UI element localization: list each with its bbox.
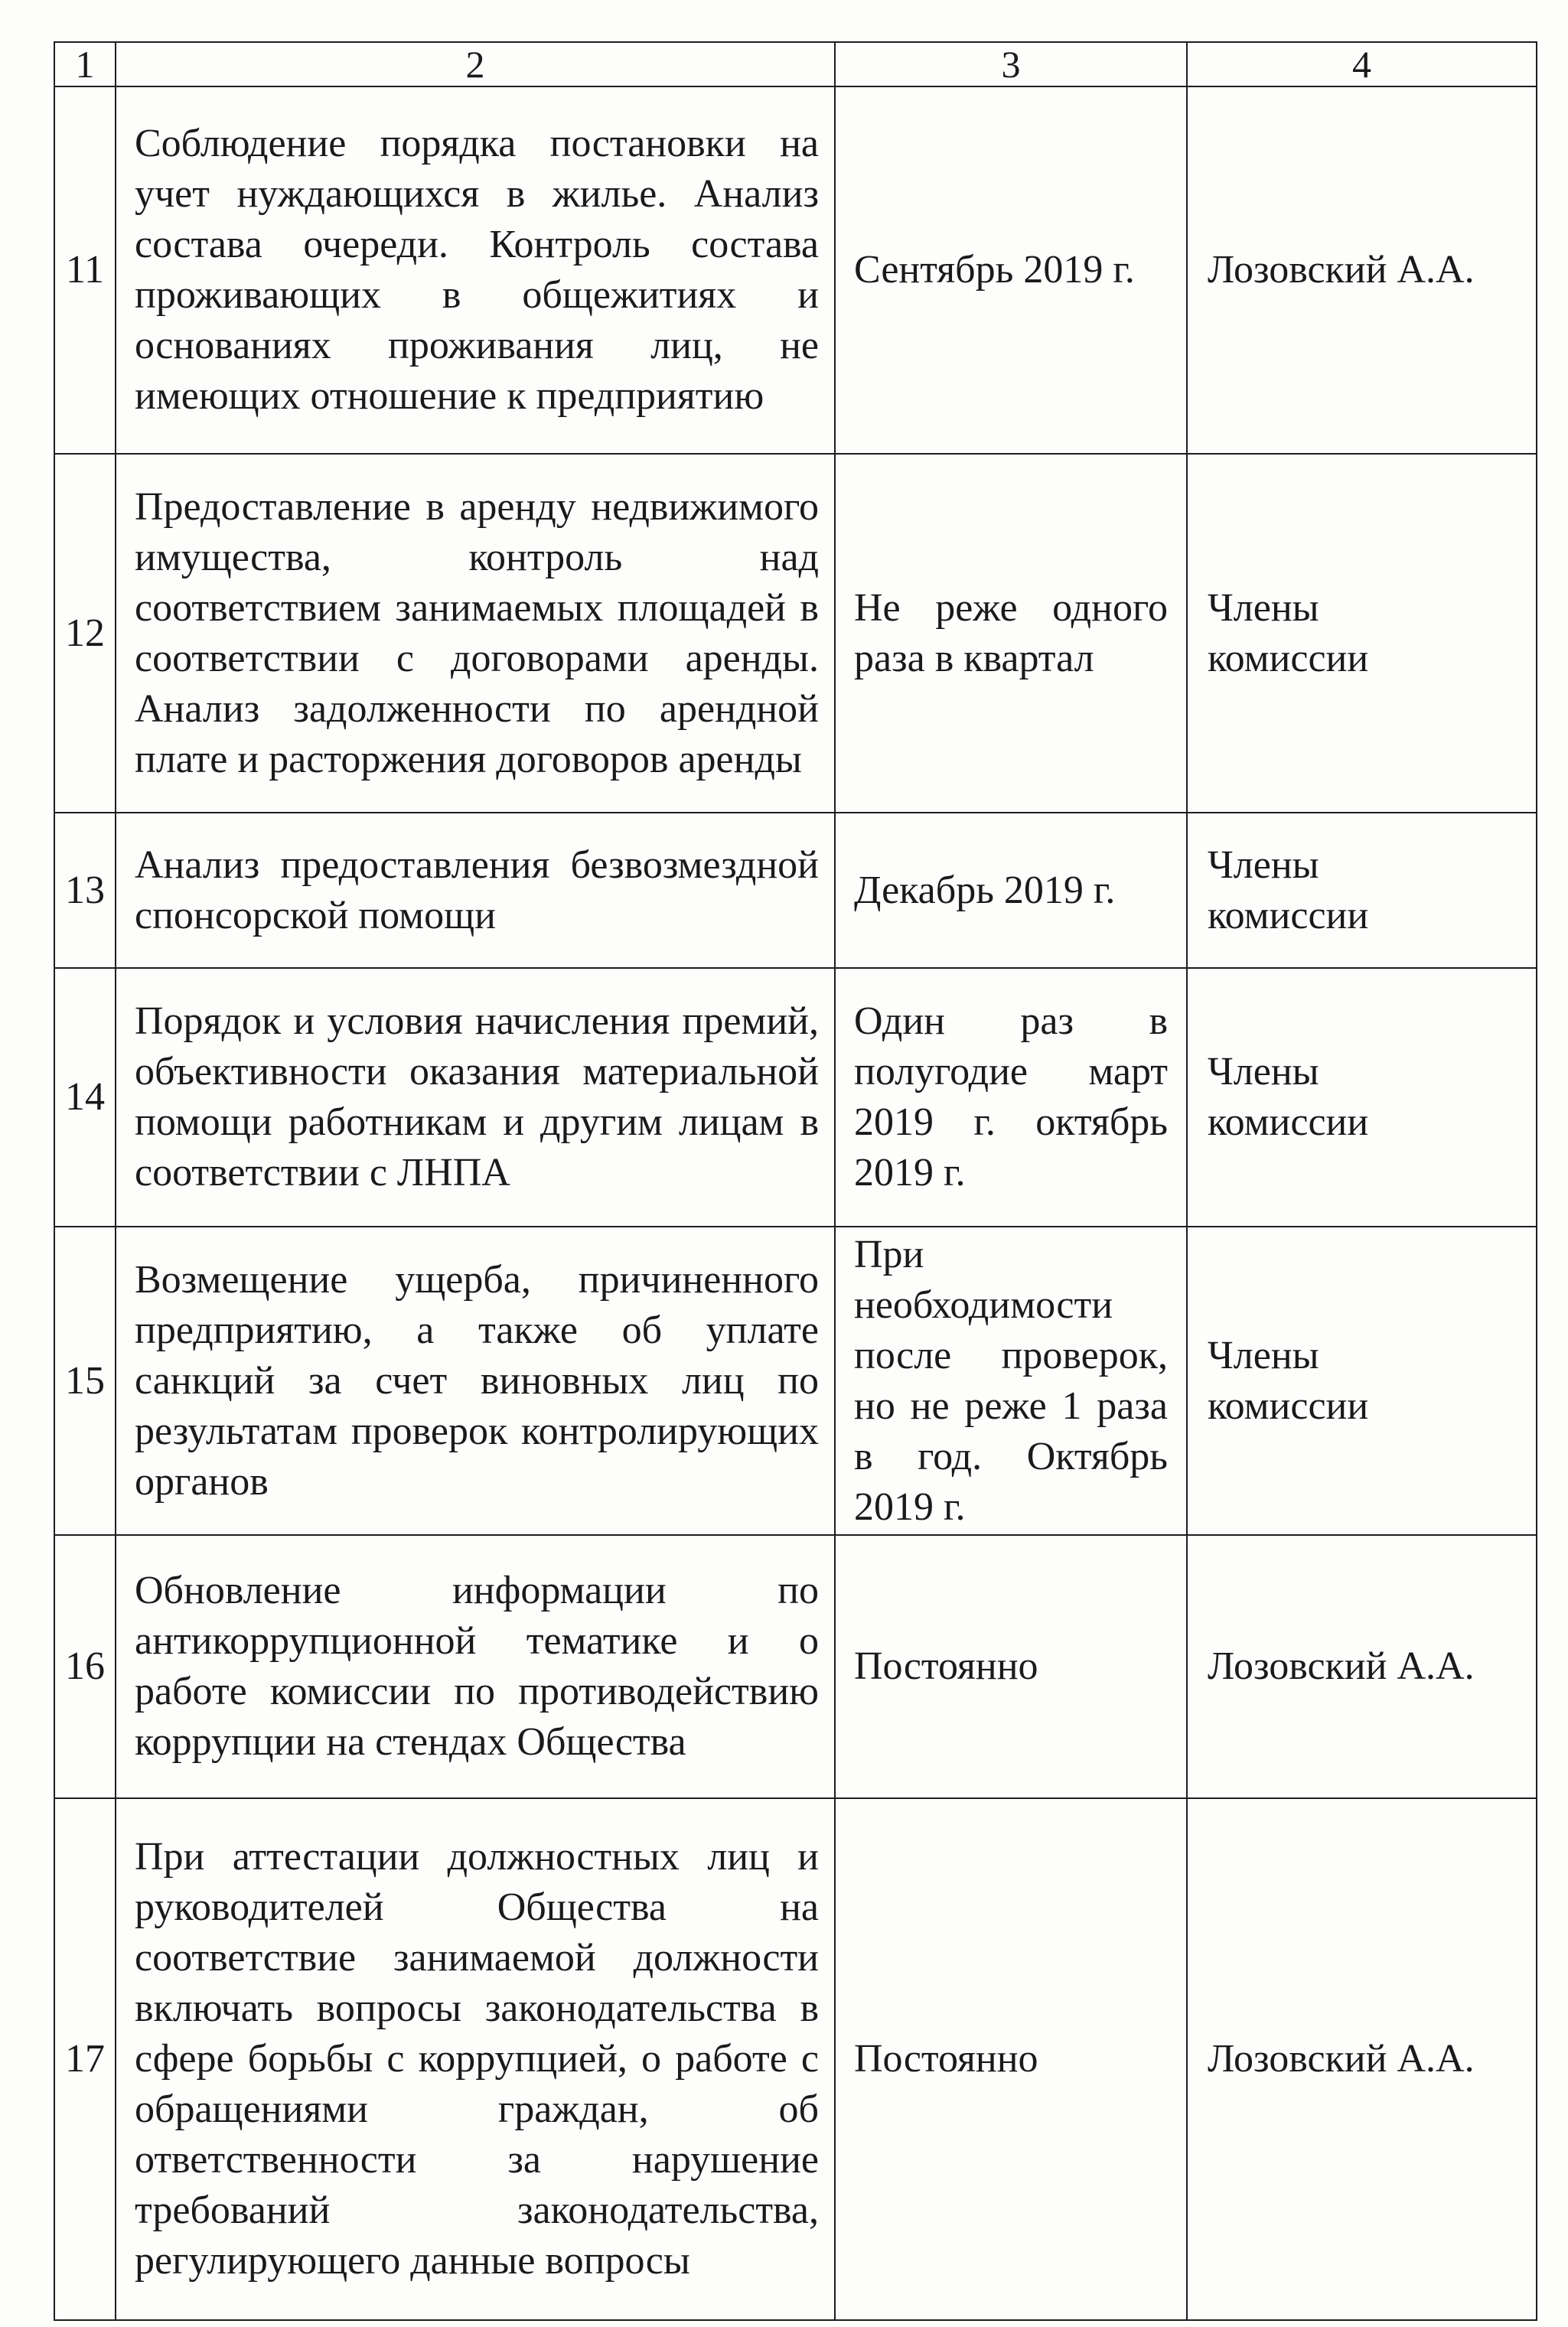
row-responsible: Члены комиссии — [1187, 813, 1537, 968]
row-description: Обновление информации по антикоррупционной тематике и о работе комиссии по противодействию коррупции на стендах Общества — [116, 1535, 835, 1798]
row-number: 17 — [54, 1798, 116, 2320]
header-cell-1: 1 — [54, 42, 116, 86]
row-term: Один раз в полугодие март 2019 г. октябрь 2019 г. — [835, 968, 1187, 1227]
row-description: Возмещение ущерба, причиненного предприятию, а также об уплате санкций за счет виновных лиц по результатам проверок контролирующих органов — [116, 1227, 835, 1535]
row-number: 13 — [54, 813, 116, 968]
row-description: Порядок и условия начисления премий, объективности оказания материальной помощи работникам и другим лицам в соответствии с ЛНПА — [116, 968, 835, 1227]
row-term: Сентябрь 2019 г. — [835, 86, 1187, 454]
table-row — [54, 968, 1537, 1227]
row-responsible: Лозовский А.А. — [1187, 1798, 1537, 2320]
row-number: 11 — [54, 86, 116, 454]
table-row — [54, 454, 1537, 813]
row-responsible: Члены комиссии — [1187, 968, 1537, 1227]
row-number: 16 — [54, 1535, 116, 1798]
plan-table — [54, 41, 1537, 2321]
row-description: Предоставление в аренду недвижимого имущества, контроль над соответствием занимаемых площадей в соответствии с договорами аренды. Анализ задолженности по арендной плате и расторжения договоров аренды — [116, 454, 835, 813]
row-number: 12 — [54, 454, 116, 813]
row-description: При аттестации должностных лиц и руководителей Общества на соответствие занимаемой должности включать вопросы законодательства в сфере борьбы с коррупцией, о работе с обращениями граждан, об ответственности за нарушение требований законодательства, регулирующего данные вопросы — [116, 1798, 835, 2320]
row-responsible: Члены комиссии — [1187, 454, 1537, 813]
row-description: Соблюдение порядка постановки на учет нуждающихся в жилье. Анализ состава очереди. Контроль состава проживающих в общежитиях и основаниях проживания лиц, не имеющих отношение к предприятию — [116, 86, 835, 454]
table-row — [54, 813, 1537, 968]
row-description: Анализ предоставления безвозмездной спонсорской помощи — [116, 813, 835, 968]
header-cell-3: 3 — [835, 42, 1187, 86]
row-term: Не реже одного раза в квартал — [835, 454, 1187, 813]
table-row — [54, 1535, 1537, 1798]
table-row — [54, 1798, 1537, 2320]
row-term: При необходимости после проверок, но не реже 1 раза в год. Октябрь 2019 г. — [835, 1227, 1187, 1535]
table-row — [54, 1227, 1537, 1535]
table-header-row — [54, 42, 1537, 86]
row-term: Постоянно — [835, 1535, 1187, 1798]
header-cell-4: 4 — [1187, 42, 1537, 86]
row-responsible: Лозовский А.А. — [1187, 86, 1537, 454]
row-responsible: Члены комиссии — [1187, 1227, 1537, 1535]
row-term: Постоянно — [835, 1798, 1187, 2320]
row-term: Декабрь 2019 г. — [835, 813, 1187, 968]
row-number: 15 — [54, 1227, 116, 1535]
header-cell-2: 2 — [116, 42, 835, 86]
row-number: 14 — [54, 968, 116, 1227]
row-responsible: Лозовский А.А. — [1187, 1535, 1537, 1798]
table-row — [54, 86, 1537, 454]
